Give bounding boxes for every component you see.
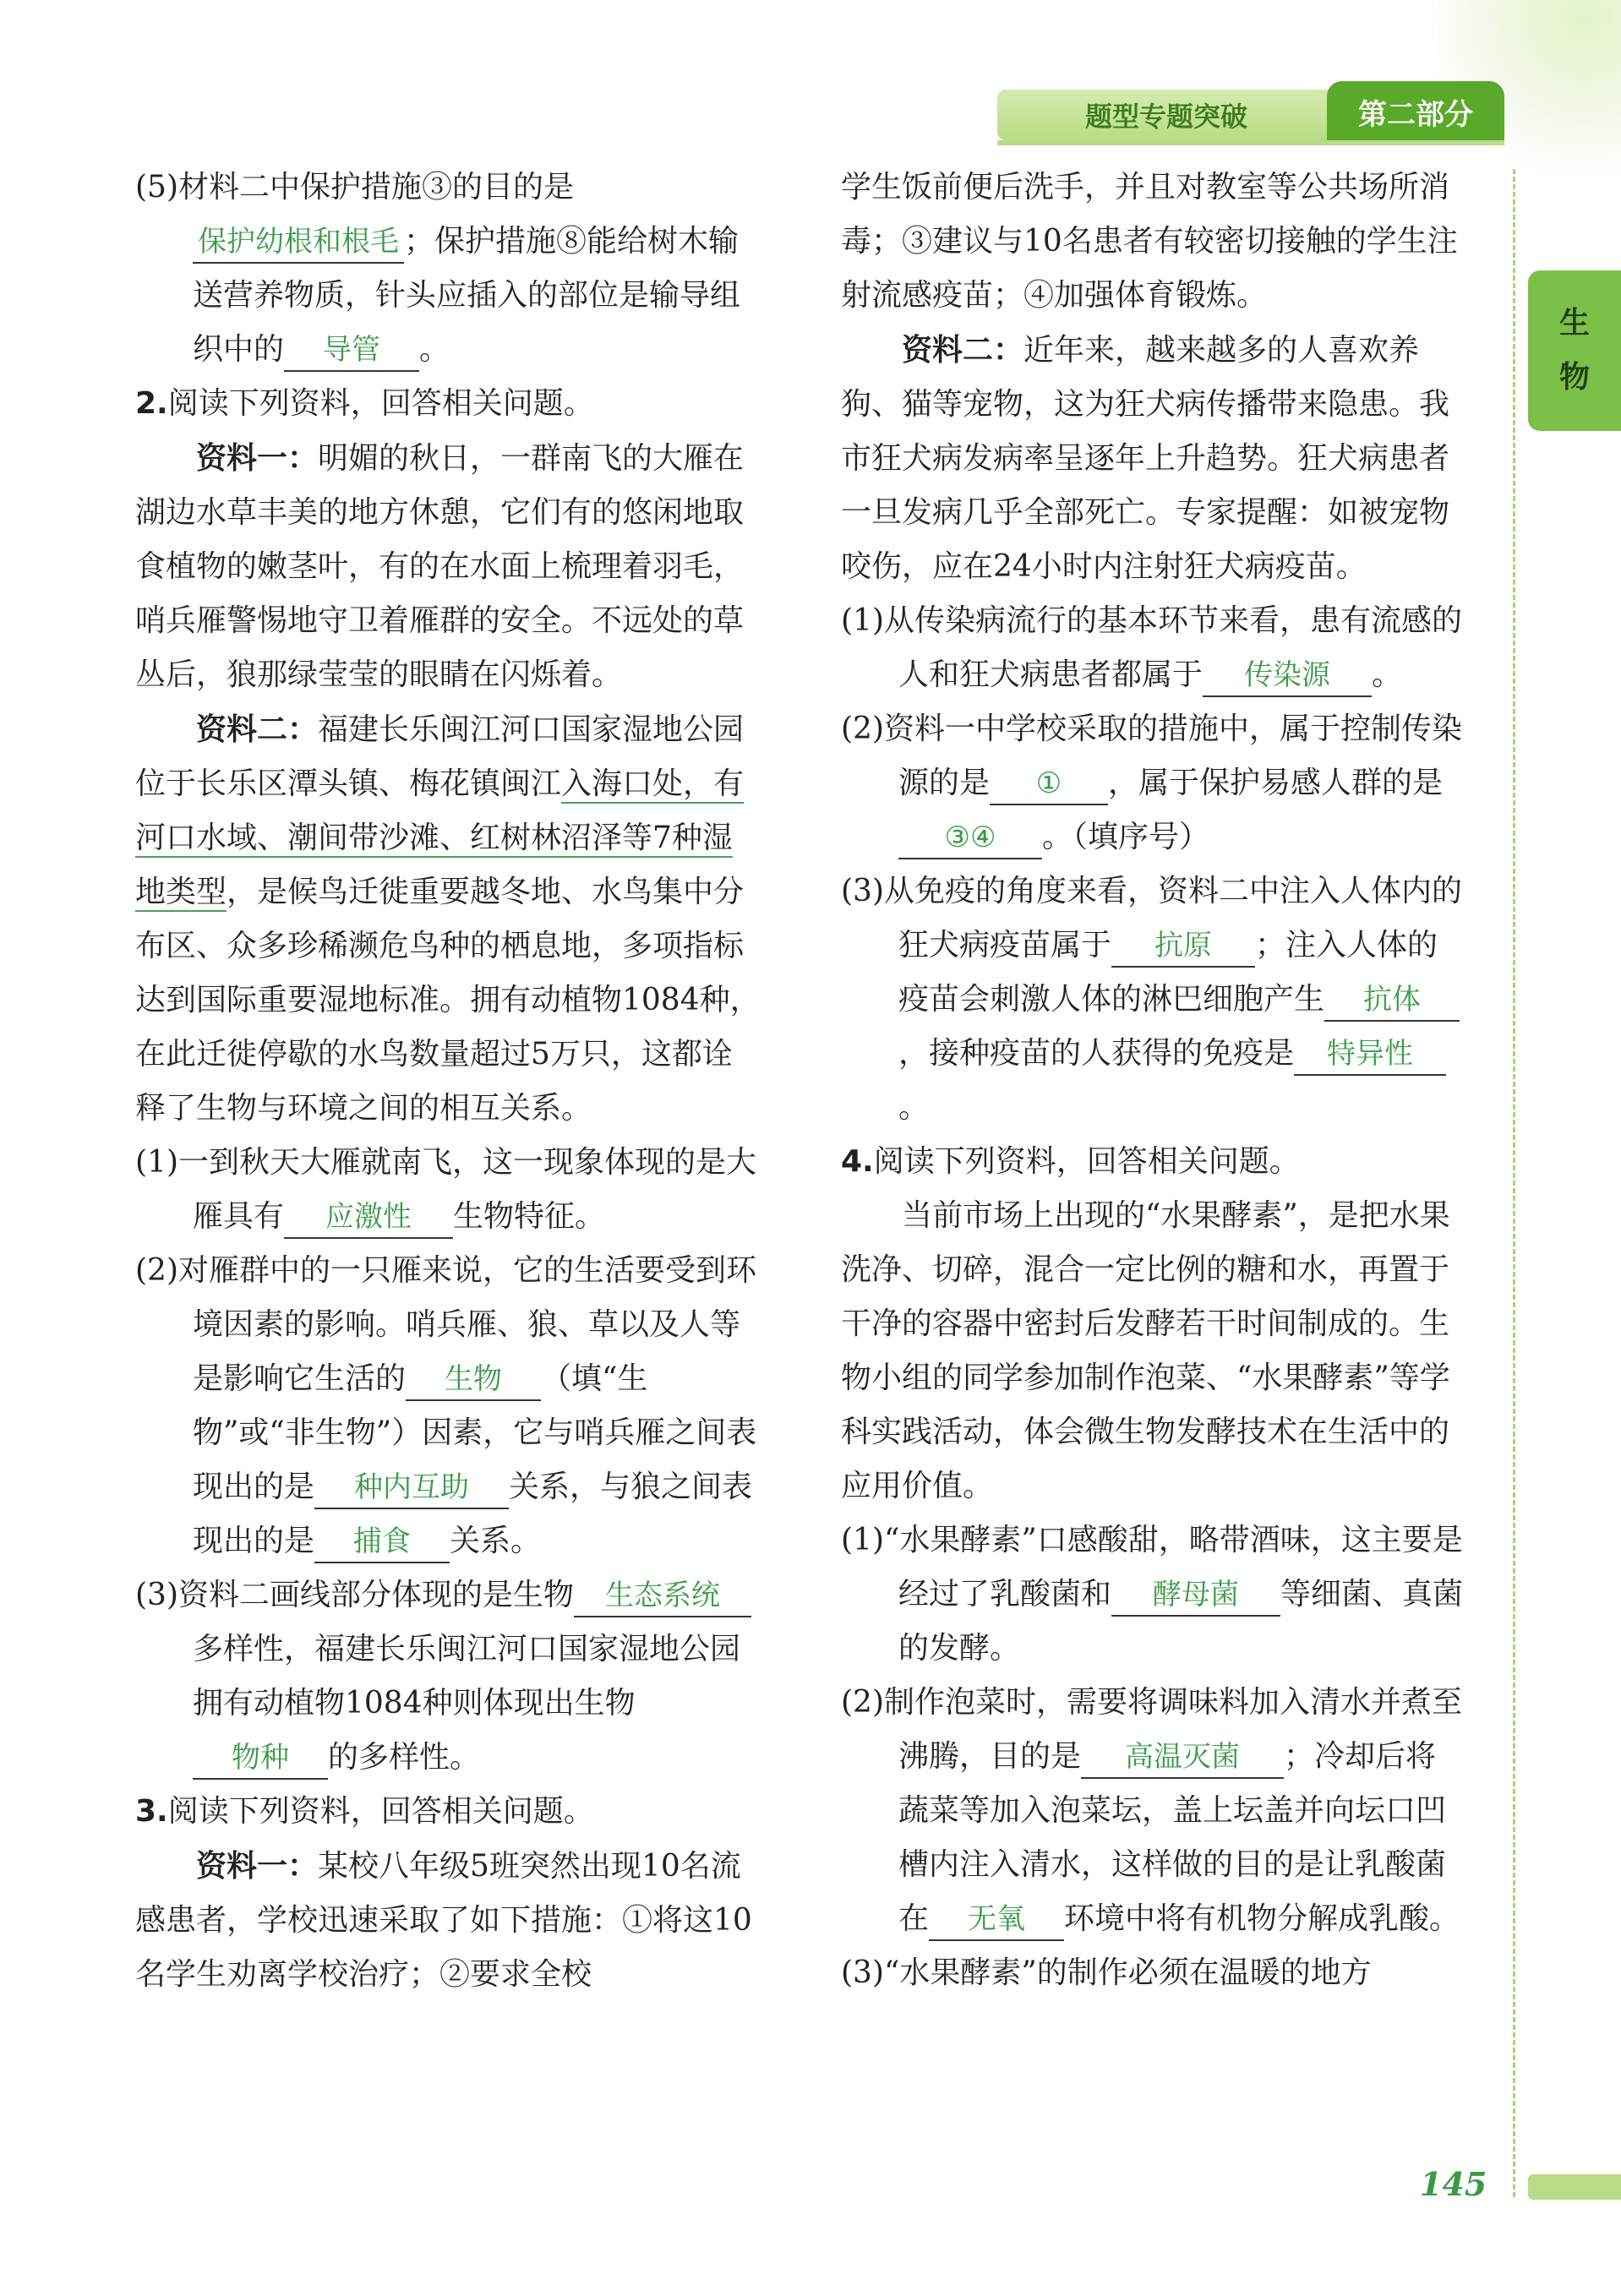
answer-blank: ① — [990, 763, 1108, 805]
answer-blank: 无氧 — [929, 1899, 1064, 1941]
q2-sub-3: (3)资料二画线部分体现的是生物 生态系统多样性，福建长乐闽江河口国家湿地公园拥有动植物1084种则体现出生物物种 的多样性。 — [135, 1568, 761, 1785]
answer-blank: 应激性 — [284, 1197, 453, 1239]
q2-material-2: 资料二：福建长乐闽江河口国家湿地公园位于长乐区潭头镇、梅花镇闽江入海口处，有河口水域、潮间带沙滩、红树林沼泽等7种湿地类型，是候鸟迁徙重要越冬地、水鸟集中分布区、众多珍稀濒危鸟种的栖息地，多项指标达到国际重要湿地标准。拥有动植物1084种，在此迁徙停歇的水鸟数量超过5万只，这都诠释了生物与环境之间的相互关系。 — [135, 712, 761, 1126]
question-3-heading: 3.阅读下列资料，回答相关问题。 — [135, 1794, 594, 1829]
answer-blank: 导管 — [284, 330, 419, 372]
answer-blank: 物种 — [193, 1737, 328, 1780]
q3-material-1-continued — [841, 161, 1466, 323]
q3-sub-1: (1)从传染病流行的基本环节来看，患有流感的人和狂犬病患者都属于 传染源 。 — [841, 594, 1466, 702]
answer-blank: 酵母菌 — [1111, 1574, 1280, 1617]
answer-blank: 捕食 — [314, 1521, 450, 1563]
q3-sub-3: (3)从免疫的角度来看，资料二中注入人体内的狂犬病疫苗属于 抗原 ；注入人体的疫苗会刺激人体的淋巴细胞产生 抗体，接种疫苗的人获得的免疫是 特异性。 — [841, 874, 1463, 1125]
part-label: 第二部分 — [1327, 81, 1504, 142]
page-number-bar — [1528, 2174, 1621, 2200]
q3-material-1-part-a: 某校八年级5班突然出现10名流感患者，学校迅速采取了如下措施：①将这10名学生劝离学校治疗；②要求全校 — [135, 1849, 752, 1992]
header-divider — [997, 140, 1504, 145]
margin-dashed-line — [1513, 169, 1515, 2197]
q4-material: 当前市场上出现的“水果酵素”，是把水果洗净、切碎，混合一定比例的糖和水，再置于干净的容器中密封后发酵若干时间制成的。生物小组的同学参加制作泡菜、“水果酵素”等学科实践活动，体会微生物发酵技术在生活中的应用价值。 — [841, 1198, 1450, 1503]
left-column — [135, 161, 761, 2002]
answer-blank: 生物 — [406, 1359, 541, 1401]
question-4-heading: 4.阅读下列资料，回答相关问题。 — [841, 1144, 1300, 1179]
topic-label: 题型专题突破 — [997, 90, 1335, 140]
answer-blank: 种内互助 — [314, 1467, 509, 1509]
q2-sub-1: (1)一到秋天大雁就南飞，这一现象体现的是大雁具有 应激性 生物特征。 — [135, 1136, 761, 1244]
subject-char-1: 生 — [1558, 306, 1590, 341]
answer-blank: 抗体 — [1324, 979, 1460, 1022]
answer-blank: 特异性 — [1294, 1033, 1446, 1076]
q3-material-2: 资料二：近年来，越来越多的人喜欢养狗、猫等宠物，这为狂犬病传播带来隐患。我市狂犬病发病率呈逐年上升趋势。狂犬病患者一旦发病几乎全部死亡。专家提醒：如被宠物咬伤，应在24小时内注射狂犬病疫苗。 — [841, 332, 1450, 584]
right-column — [841, 161, 1466, 2000]
subject-char-2: 物 — [1558, 360, 1590, 395]
q4-sub-3: (3)“水果酵素”的制作必须在温暖的地方 — [841, 1955, 1372, 1990]
q2-sub-2: (2)对雁群中的一只雁来说，它的生活要受到环境因素的影响。哨兵雁、狼、草以及人等是影响它生活的 生物 （填“生物”或“非生物”）因素，它与哨兵雁之间表现出的是 种内互助 关系，与狼之间表现出的是 捕食 关系。 — [135, 1244, 761, 1568]
underlined-text: 入海口处，有河口水域、潮间带沙滩、红树林沼泽等7种湿地类型 — [135, 766, 745, 909]
q3-material-1-part-b: 学生饭前便后洗手，并且对教室等公共场所消毒；③建议与10名患者有较密切接触的学生注射流感疫苗；④加强体育锻炼。 — [841, 170, 1458, 313]
q2-material-1: 资料一：明媚的秋日，一群南飞的大雁在湖边水草丰美的地方休憩，它们有的悠闲地取食植物的嫩茎叶，有的在水面上梳理着羽毛，哨兵雁警惕地守卫着雁群的安全。不远处的草丛后，狼那绿莹莹的眼睛在闪烁着。 — [135, 440, 745, 692]
question-2-heading: 2.阅读下列资料，回答相关问题。 — [135, 386, 594, 421]
q3-material-1-start: 资料一：某校八年级5班突然出现10名流感患者，学校迅速采取了如下措施：①将这10名学生劝离学校治疗；②要求全校 — [135, 1848, 752, 1992]
q4-sub-2: (2)制作泡菜时，需要将调味料加入清水并煮至沸腾，目的是 高温灭菌 ；冷却后将蔬菜等加入泡菜坛，盖上坛盖并向坛口凹槽内注入清水，这样做的目的是让乳酸菌在 无氧 环境中将有机物分解成乳酸。 — [841, 1676, 1466, 1946]
answer-blank: 保护幼根和根毛 — [193, 221, 404, 264]
subject-side-tab — [1528, 270, 1621, 431]
page-number: 145 — [1420, 2165, 1487, 2203]
q1-item-5: (5)材料二中保护措施③的目的是保护幼根和根毛 ；保护措施⑧能给树木输送营养物质，针头应插入的部位是输导组织中的 导管 。 — [135, 161, 761, 377]
page-header — [997, 74, 1504, 142]
q4-sub-1: (1)“水果酵素”口感酸甜，略带酒味，这主要是经过了乳酸菌和 酵母菌 等细菌、真菌的发酵。 — [841, 1523, 1464, 1666]
q3-sub-2: (2)资料一中学校采取的措施中，属于控制传染源的是 ① ，属于保护易感人群的是③④ 。（填序号） — [841, 702, 1466, 864]
answer-blank: 高温灭菌 — [1081, 1737, 1284, 1779]
answer-blank: ③④ — [898, 817, 1042, 859]
answer-blank: 抗原 — [1111, 925, 1255, 968]
answer-blank: 生态系统 — [574, 1575, 751, 1617]
answer-blank: 传染源 — [1203, 655, 1372, 697]
